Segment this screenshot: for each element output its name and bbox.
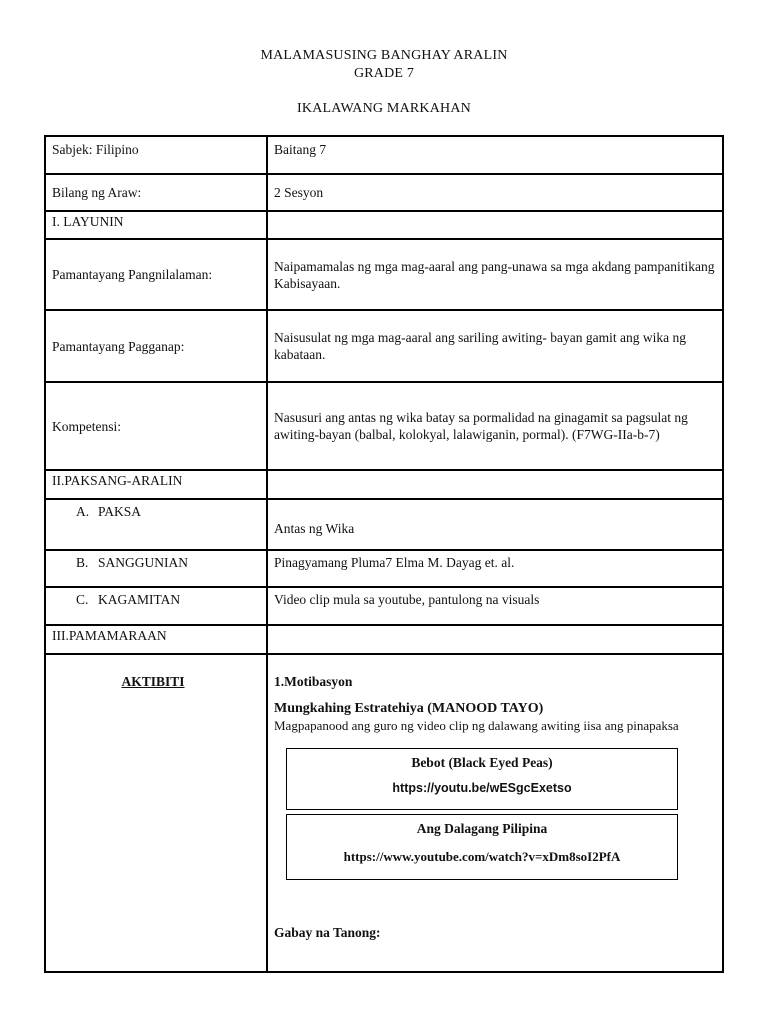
materials-label: KAGAMITAN	[98, 592, 181, 607]
materials-value: Video clip mula sa youtube, pantulong na visuals	[267, 587, 723, 625]
table-row	[45, 174, 723, 211]
reference-letter: B.	[76, 555, 89, 570]
song-box-1	[286, 748, 678, 810]
procedure-heading: III.PAMAMARAAN	[45, 625, 267, 654]
activity-label-cell	[45, 654, 267, 972]
reference-value: Pinagyamang Pluma7 Elma M. Dayag et. al.	[267, 550, 723, 587]
table-row	[45, 499, 723, 550]
table-row	[45, 587, 723, 625]
empty-cell	[267, 211, 723, 239]
topic-letter: A.	[76, 504, 90, 519]
song1-link[interactable]: https://youtu.be/wESgcExetso	[392, 781, 572, 795]
grade-level: GRADE 7	[353, 66, 415, 81]
lesson-plan-table	[44, 135, 724, 973]
activity-label: AKTIBITI	[121, 674, 185, 689]
table-row	[45, 310, 723, 382]
materials-letter: C.	[76, 592, 89, 607]
performance-standard-value: Naisusulat ng mga mag-aaral ang sariling awiting- bayan gamit ang wika ng kabataan.	[267, 310, 723, 382]
content-standard-label: Pamantayang Pangnilalaman:	[45, 239, 267, 310]
table-row	[45, 211, 723, 239]
level-cell: Baitang 7	[267, 136, 723, 174]
table-row	[45, 382, 723, 470]
table-row	[45, 654, 723, 972]
song1-title: Bebot (Black Eyed Peas)	[411, 755, 553, 770]
topic-value: Antas ng Wika	[267, 499, 723, 550]
song-box-2	[286, 814, 678, 880]
reference-label-cell	[45, 550, 267, 587]
song2-link[interactable]: https://www.youtube.com/watch?v=xDm8soI2PfA	[343, 849, 621, 864]
competency-value: Nasusuri ang antas ng wika batay sa pormalidad na ginagamit sa pagsulat ng awiting-bayan (balbal, kolokyal, lalawiganin, pormal). (F7WG-IIa-b-7)	[267, 382, 723, 470]
empty-cell	[267, 625, 723, 654]
days-value-cell: 2 Sesyon	[267, 174, 723, 211]
topic-label-cell	[45, 499, 267, 550]
subject-matter-heading: II.PAKSANG-ARALIN	[45, 470, 267, 499]
motivation-heading: 1.Motibasyon	[274, 674, 353, 689]
empty-cell	[267, 470, 723, 499]
content-standard-value: Naipamamalas ng mga mag-aaral ang pang-unawa sa mga akdang pampanitikang Kabisayaan.	[267, 239, 723, 310]
quarter-title: IKALAWANG MARKAHAN	[297, 101, 471, 116]
guide-questions-heading: Gabay na Tanong:	[274, 925, 381, 940]
table-row	[45, 239, 723, 310]
days-label-cell: Bilang ng Araw:	[45, 174, 267, 211]
song2-title: Ang Dalagang Pilipina	[416, 821, 548, 836]
table-row	[45, 136, 723, 174]
materials-label-cell	[45, 587, 267, 625]
table-row	[45, 470, 723, 499]
subject-cell: Sabjek: Filipino	[45, 136, 267, 174]
table-row	[45, 550, 723, 587]
reference-label: SANGGUNIAN	[98, 555, 188, 570]
topic-label: PAKSA	[98, 504, 142, 519]
competency-label: Kompetensi:	[45, 382, 267, 470]
table-row	[45, 625, 723, 654]
strategy-description: Magpapanood ang guro ng video clip ng dalawang awiting iisa ang pinapaksa	[274, 718, 679, 733]
performance-standard-label: Pamantayang Pagganap:	[45, 310, 267, 382]
activity-content-cell	[267, 654, 723, 972]
strategy-heading: Mungkahing Estratehiya (MANOOD TAYO)	[274, 701, 544, 716]
objectives-heading: I. LAYUNIN	[45, 211, 267, 239]
document-title: MALAMASUSING BANGHAY ARALIN	[260, 48, 508, 63]
